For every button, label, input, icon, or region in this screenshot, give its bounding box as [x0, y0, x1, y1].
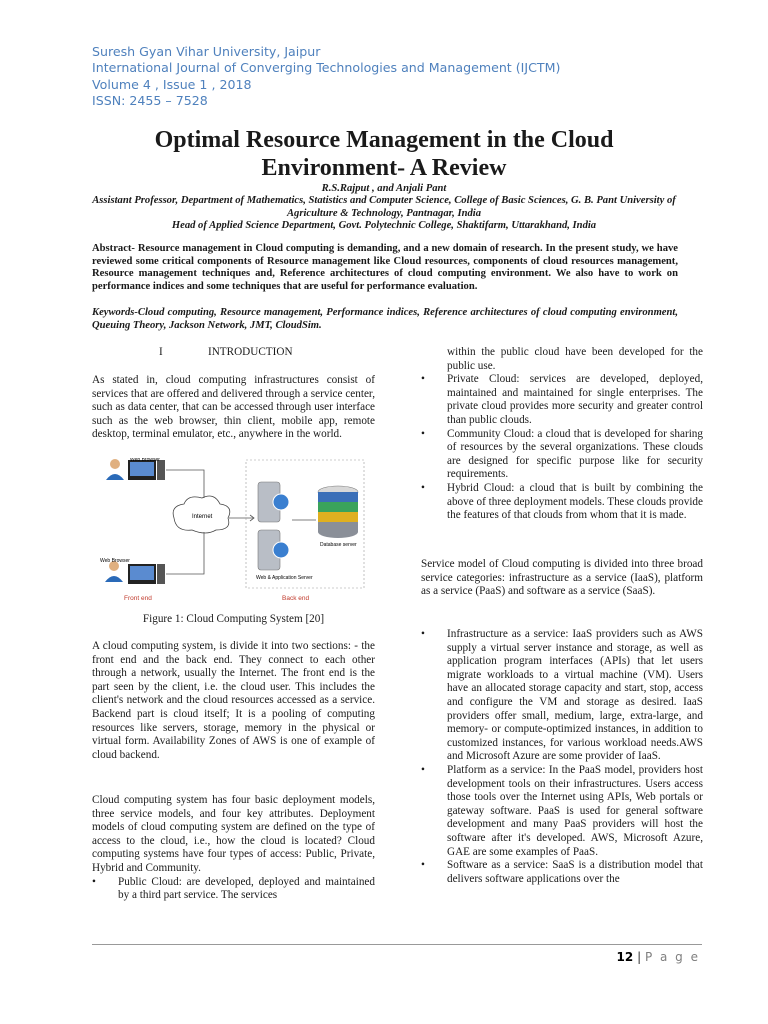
back-end-label: Back end — [282, 595, 310, 602]
service-model-paragraph: Service model of Cloud computing is divided into three broad service categories: infrastructure as a service (IaaS), platform as a service (PaaS) and software as a service (SaaS). — [421, 558, 703, 598]
list-item: • Hybrid Cloud: a cloud that is built by combining the above of three deployment models. These clouds provide the features of that clouds from whom that it is made. — [421, 481, 703, 522]
section-title: INTRODUCTION — [208, 346, 293, 358]
web-browser-label-bottom: Web Browser — [100, 558, 130, 564]
list-item: • Public Cloud: are developed, deployed and maintained by a third part service. The services — [92, 875, 375, 902]
author-names: R.S.Rajput , and Anjali Pant — [321, 183, 447, 194]
list-item: • Private Cloud: services are developed, deployed, maintained and maintained for single enterprises. The private cloud provides more security and greater control than public clouds. — [421, 373, 703, 426]
abstract: Abstract- Resource management in Cloud computing is demanding, and a new domain of research. In the present study, we have reviewed some critical components of Resource management like Cloud resources, components of cloud resources management, Resource management techniques and, Reference architectures of cloud computing environment. We also have to work on performance indices and some techniques that are useful for performance evaluation. — [92, 243, 678, 292]
list-item: • Platform as a service: In the PaaS model, providers host development tools on their infrastructures. Users access those tools over the Internet using APIs, Web portals or gateway software. PaaS is used for general software development and many PaaS providers will host the software after it's developed. AWS, Microsoft Azure, GAE are some examples of PaaS. — [421, 763, 703, 858]
intro-paragraph-1: As stated in, cloud computing infrastructures consist of services that are offered and delivered through a service center, such as data center, that can be accessed through user interface such as the web browser, thin client, mobile app, remote desktop, terminal emulator, etc., anywhere in the world. — [92, 374, 375, 441]
right-column-top — [421, 346, 703, 523]
title-line-1: Optimal Resource Management in the Cloud — [154, 127, 614, 153]
affiliation-1: Assistant Professor, Department of Mathematics, Statistics and Computer Science, College of Basic Sciences, G. B. Pant University of Agriculture & Technology, Pantnagar, India — [92, 195, 676, 219]
bullet-icon: • — [421, 427, 425, 440]
web-app-server-label: Web & Application Server — [256, 575, 313, 581]
footer-rule — [92, 944, 702, 945]
server-icon-top — [258, 482, 289, 522]
author-block — [80, 183, 688, 233]
title-line-2: Environment- A Review — [261, 155, 507, 181]
server-icon-bottom — [258, 530, 289, 570]
user-icon-top — [106, 459, 124, 480]
user-icon-bottom — [105, 561, 123, 582]
journal-header — [92, 44, 560, 110]
paper-title — [80, 126, 688, 182]
journal-name: International Journal of Converging Technologies and Management (IJCTM) — [92, 60, 561, 76]
list-item: • Infrastructure as a service: IaaS providers such as AWS supply a virtual server instance and storage, as well as application program interfaces (APIs) that let users migrate workloads to a virtual machine (VM). Users have an allocated storage capacity and start, stop, access and configure the VM and storage as desired. IaaS providers offer small, medium, large, extra-large, and memory- or compute-optimized instances, in addition to customized instances, for various workload needs.AWS and Microsoft Azure are some provider of IaaS. — [421, 628, 703, 763]
cloud-computing-figure — [96, 458, 366, 606]
bullet-icon: • — [92, 875, 96, 888]
bullet-icon: • — [421, 763, 425, 776]
internet-label: Internet — [192, 514, 213, 520]
bullet-icon: • — [421, 373, 425, 386]
bullet-icon: • — [421, 859, 425, 872]
keywords: Keywords-Cloud computing, Resource management, Performance indices, Reference architectures of cloud computing environment, Queuing Theory, Jackson Network, JMT, CloudSim. — [92, 307, 678, 331]
page-number: 12 | P a g e — [616, 950, 700, 964]
database-server-label: Database server — [320, 542, 357, 548]
pc-tower-icon-bottom — [157, 564, 165, 584]
list-item-continued: within the public cloud have been developed for the public use. — [447, 346, 703, 372]
figure-caption: Figure 1: Cloud Computing System [20] — [142, 613, 325, 625]
list-item: • Software as a service: SaaS is a distribution model that delivers software applications over the — [421, 859, 703, 885]
web-browser-label-top: Web Browser — [130, 458, 160, 463]
university-name: Suresh Gyan Vihar University, Jaipur — [92, 44, 321, 59]
pc-tower-icon-top — [157, 460, 165, 480]
bullet-icon: • — [421, 481, 425, 494]
list-item: • Community Cloud: a cloud that is developed for sharing of resources by the several organizations. These clouds are designed for specific purpose like for security requirements. — [421, 427, 703, 481]
service-model-list — [421, 628, 703, 886]
section-number: I — [159, 346, 163, 358]
affiliation-2: Head of Applied Science Department, Govt. Polytechnic College, Shaktifarm, Uttarakhand, India — [171, 220, 597, 232]
volume-issue: Volume 4 , Issue 1 , 2018 — [92, 76, 252, 92]
intro-paragraph-3: Cloud computing system has four basic deployment models, three service models, and four key attributes. Deployment models of cloud computing system are defined on the type of access to the cloud, i.e., how the cloud is located? Cloud computing systems have four types of access: Public, Private, Hybrid and Community. • Public Cloud: are developed, deployed and maintained by a third part service. The services — [92, 794, 375, 902]
database-icon — [318, 486, 358, 538]
bullet-icon: • — [421, 628, 425, 640]
issn: ISSN: 2455 – 7528 — [92, 93, 208, 109]
front-end-label: Front end — [124, 595, 152, 602]
intro-paragraph-2: A cloud computing system, is divide it into two sections: - the front end and the back end. They connect to each other through a network, usually the Internet. The front end is the part seen by the client, i.e. the cloud user. This includes the client's network and the cloud resources accessed as a service. Backend part is cloud itself; It is a pooling of computing resources like servers, storage, memory in the physical or virtual form. Availability Zones of AWS is one of example of cloud backend. — [92, 640, 375, 761]
deployment-list-start — [92, 876, 375, 903]
